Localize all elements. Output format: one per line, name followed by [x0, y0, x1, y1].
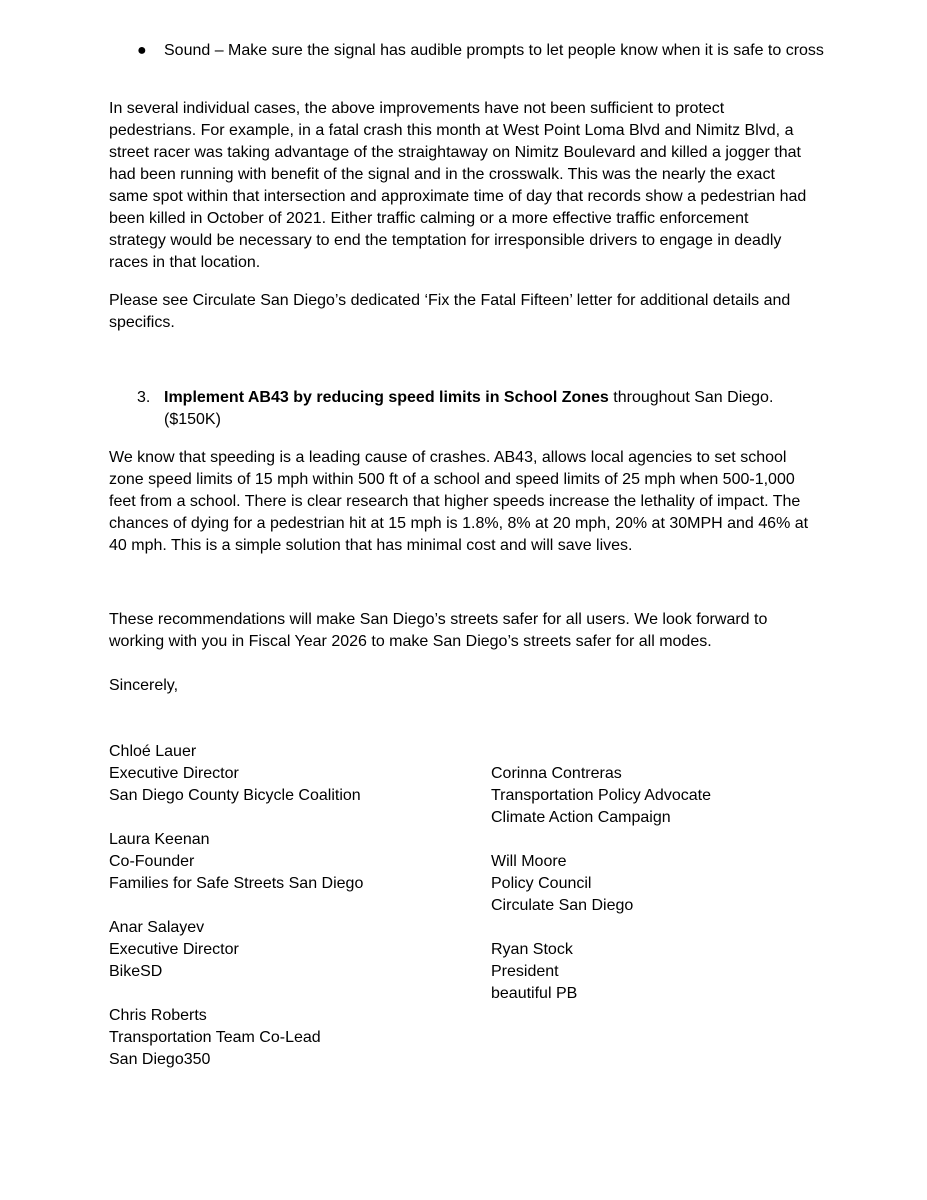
signer-title: Policy Council: [491, 875, 592, 892]
item-heading-rest: throughout San Diego. ($150K): [164, 389, 774, 428]
signer-name: Chris Roberts: [109, 1007, 207, 1024]
signer-title: Transportation Team Co-Lead: [109, 1029, 321, 1046]
signer-title: Executive Director: [109, 941, 239, 958]
signer-block: [491, 939, 711, 1005]
signatures-left-column: [109, 741, 363, 1093]
signer-org: Climate Action Campaign: [491, 809, 671, 826]
closing: Sincerely,: [109, 677, 179, 694]
bullet-text: Sound – Make sure the signal has audible prompts to let people know when it is safe to cross: [164, 42, 824, 59]
signer-title: President: [491, 963, 559, 980]
signer-block: [109, 829, 363, 895]
signer-title: Co-Founder: [109, 853, 195, 870]
signer-block: [109, 1005, 363, 1071]
signer-block: [491, 763, 711, 829]
signer-title: Transportation Policy Advocate: [491, 787, 711, 804]
signer-block: [491, 851, 711, 917]
paragraph-fatal-fifteen: Please see Circulate San Diego’s dedicated ‘Fix the Fatal Fifteen’ letter for additional details and specifics.: [109, 292, 791, 331]
item-number: 3.: [137, 389, 151, 406]
signer-block: [109, 741, 363, 807]
signer-org: BikeSD: [109, 963, 163, 980]
signer-org: Families for Safe Streets San Diego: [109, 875, 364, 892]
signer-org: San Diego County Bicycle Coalition: [109, 787, 361, 804]
item-heading-bold: Implement AB43 by reducing speed limits in School Zones: [164, 389, 609, 406]
bullet-item-sound: [137, 40, 827, 62]
numbered-item-3: [137, 387, 827, 431]
paragraph-ab43: We know that speeding is a leading cause of crashes. AB43, allows local agencies to set school zone speed limits of 15 mph within 500 ft of a school and speed limits of 25 mph when 500-1,000 feet from a school. There is clear research that higher speeds increase the lethality of impact. The chances of dying for a pedestrian hit at 15 mph is 1.8%, 8% at 20 mph, 20% at 30MPH and 46% at 40 mph. This is a simple solution that has minimal cost and will save lives.: [109, 449, 809, 554]
signer-org: beautiful PB: [491, 985, 578, 1002]
signer-title: Executive Director: [109, 765, 239, 782]
signer-block: [109, 917, 363, 983]
item-heading: [164, 387, 827, 431]
paragraph-fatal-crash: In several individual cases, the above improvements have not been sufficient to protect pedestrians. For example, in a fatal crash this month at West Point Loma Blvd and Nimitz Blvd, a street racer was taking advantage of the straightaway on Nimitz Boulevard and killed a jogger that had been running with benefit of the signal and in the crosswalk. This was the nearly the exact same spot within that intersection and approximate time of day that records show a pedestrian had been killed in October of 2021. Either traffic calming or a more effective traffic enforcement strategy would be necessary to end the temptation for irresponsible drivers to engage in deadly races in that location.: [109, 100, 807, 271]
signer-name: Ryan Stock: [491, 941, 573, 958]
signer-org: Circulate San Diego: [491, 897, 634, 914]
bullet-marker: ●: [137, 42, 147, 59]
signer-name: Will Moore: [491, 853, 567, 870]
signer-org: San Diego350: [109, 1051, 211, 1068]
signer-name: Anar Salayev: [109, 919, 205, 936]
signer-name: Chloé Lauer: [109, 743, 197, 760]
signatures-right-column: [491, 763, 711, 1027]
signer-name: Corinna Contreras: [491, 765, 622, 782]
signer-name: Laura Keenan: [109, 831, 210, 848]
paragraph-recommendations: These recommendations will make San Diego’s streets safer for all users. We look forward to working with you in Fiscal Year 2026 to make San Diego’s streets safer for all modes.: [109, 611, 768, 650]
